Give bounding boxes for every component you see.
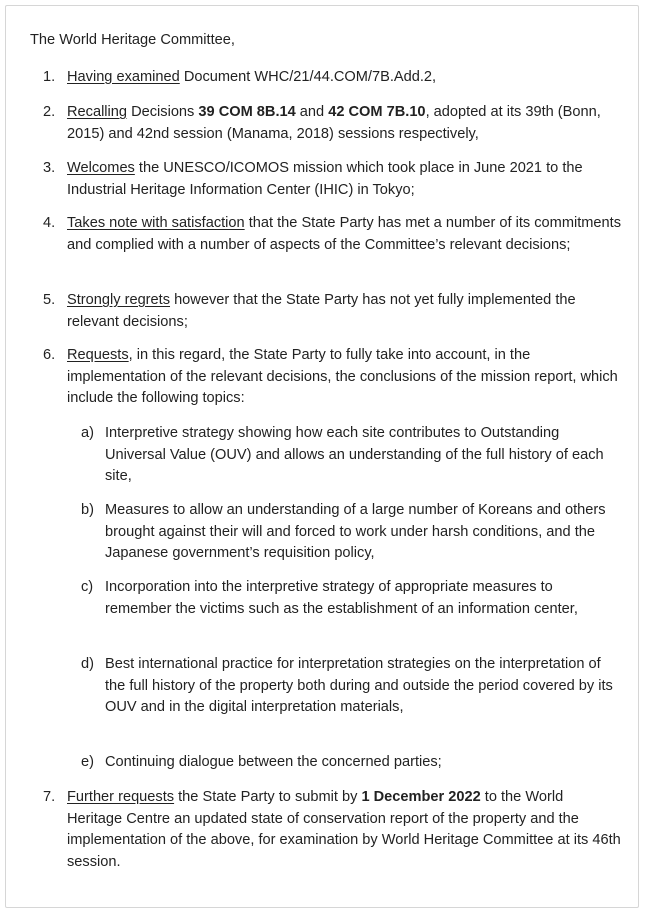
item-text: Decisions [127,104,199,120]
sub-item-letter: d) [81,656,94,672]
deadline-date: 1 December 2022 [361,789,481,805]
item-number: 7. [43,789,56,805]
sub-item-text: Incorporation into the interpretive strategy of appropriate measures to remember the victims such as the establishment of an information center, [105,579,578,617]
sub-item-letter: a) [81,425,94,441]
item-text: to the World Heritage Centre an updated state of conservation report of the property and the implementation of the above, for examination by World Heritage Committee at its 46th session. [67,789,621,870]
operative-verb: Having examined [67,69,180,85]
sub-item-text: Continuing dialogue between the concerned parties; [105,754,442,770]
decision-ref-1: 39 COM 8B.14 [198,104,296,120]
item-text: that the State Party has met a number of its commitments and complied with a number of aspects of the Committee’s relevant decisions; [67,215,622,253]
sub-item-letter: c) [81,579,94,595]
operative-verb: Requests [67,347,129,363]
sub-item-text: Interpretive strategy showing how each site contributes to Outstanding Universal Value (OUV) and allows an understanding of the full history of each site, [105,425,604,484]
operative-verb: Takes note with satisfaction [67,215,245,231]
decision-ref-2: 42 COM 7B.10 [328,104,426,120]
item-number: 4. [43,215,56,231]
operative-verb: Recalling [67,104,128,120]
item-text: the UNESCO/ICOMOS mission which took place in June 2021 to the Industrial Heritage Information Center (IHIC) in Tokyo; [67,160,583,198]
operative-verb: Further requests [67,789,175,805]
item-number: 3. [43,160,56,176]
item-number: 2. [43,104,56,120]
item-number: 6. [43,347,56,363]
item-text: however that the State Party has not yet fully implemented the relevant decisions; [67,292,576,330]
item-text: , in this regard, the State Party to fully take into account, in the implementation of the relevant decisions, the conclusions of the mission report, which include the following topics: [67,347,618,406]
sub-item-text: Best international practice for interpretation strategies on the interpretation of the full history of the property both during and outside the period covered by its OUV and in the digital interpretation materials, [105,656,613,715]
item-text: Document WHC/21/44.COM/7B.Add.2, [179,69,437,85]
operative-verb: Strongly regrets [67,292,171,308]
sub-item-letter: b) [81,502,94,518]
item-number: 1. [43,69,56,85]
item-text: , adopted at its 39th (Bonn, 2015) and 42nd session (Manama, 2018) sessions respectively, [67,104,601,142]
sub-item-letter: e) [81,754,94,770]
item-text: and [295,104,329,120]
item-number: 5. [43,292,56,308]
intro-line: The World Heritage Committee, [30,32,235,48]
decision-document [5,5,639,908]
item-text: the State Party to submit by [174,789,362,805]
operative-verb: Welcomes [67,160,135,176]
sub-item-text: Measures to allow an understanding of a large number of Koreans and others brought against their will and forced to work under harsh conditions, and the Japanese government’s requisition policy, [105,502,606,561]
